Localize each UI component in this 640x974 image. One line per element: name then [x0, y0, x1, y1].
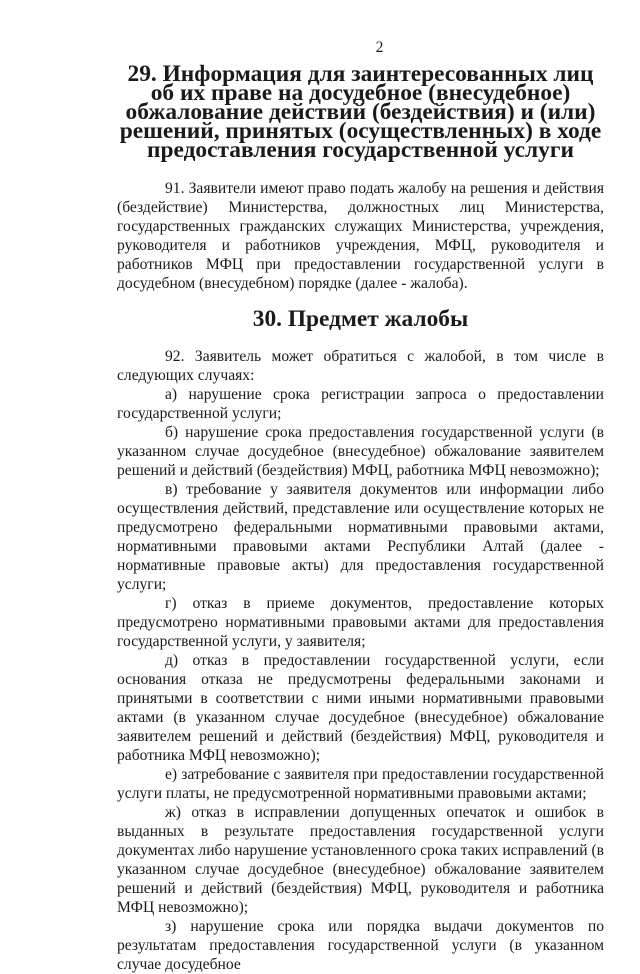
paragraph-91: 91. Заявители имеют право подать жалобу на решения и действия (бездействие) Министерства, должностных лиц Министерства, государственных гражданских служащих Министерства, учреждения, руководителя и работников учреждения, МФЦ, руководителя и работников МФЦ при предоставлении государственной услуги в досудебном (внесудебном) порядке (далее - жалоба). — [117, 180, 604, 292]
list-item-z: з) нарушение срока или порядка выдачи документов по результатам предоставления государственной услуги (в указанном случае досудебное — [117, 918, 604, 973]
section-30-heading: 30. Предмет жалобы — [252, 306, 469, 332]
section-29-heading: 29. Информация для заинтересованных лиц об их праве на досудебное (внесудебное) обжалование действий (бездействия) и (или) решений, принятых (осуществленных) в ходе предоставления государственной услуги — [119, 61, 602, 163]
list-item-b: б) нарушение срока предоставления государственной услуги (в указанном случае досудебное (внесудебное) обжалование заявителем решений и действий (бездействия) МФЦ, работника МФЦ невозможно); — [117, 424, 604, 479]
list-item-g: г) отказ в приеме документов, предоставление которых предусмотрено нормативными правовыми актами для предоставления государственной услуги, у заявителя; — [117, 595, 604, 650]
list-item-zh: ж) отказ в исправлении допущенных опечаток и ошибок в выданных в результате предоставления государственной услуги документах либо нарушение установленного срока таких исправлений (в указанном случае досудебное (внесудебное) обжалование заявителем решений и действий (бездействия) МФЦ, руководителя и работника МФЦ невозможно); — [117, 804, 605, 916]
list-item-a: а) нарушение срока регистрации запроса о предоставлении государственной услуги; — [117, 386, 604, 422]
list-item-e: е) затребование с заявителя при предоставлении государственной услуги платы, не предусмотренной нормативными правовыми актами; — [117, 766, 604, 802]
page-number: 2 — [375, 39, 384, 56]
list-item-d: д) отказ в предоставлении государственной услуги, если основания отказа не предусмотрены федеральными законами и принятыми в соответствии с ними иными нормативными правовыми актами (в указанном случае досудебное (внесудебное) обжалование заявителем решений и действий (бездействия) МФЦ, руководителя и работника МФЦ невозможно); — [117, 652, 604, 764]
paragraph-92: 92. Заявитель может обратиться с жалобой, в том числе в следующих случаях: — [117, 348, 604, 384]
list-item-v: в) требование у заявителя документов или информации либо осуществления действий, представление или осуществление которых не предусмотрено федеральными нормативными правовыми актами, нормативными правовыми актами Республики Алтай (далее - нормативные правовые акты) для предоставления государственной услуги; — [117, 481, 604, 593]
